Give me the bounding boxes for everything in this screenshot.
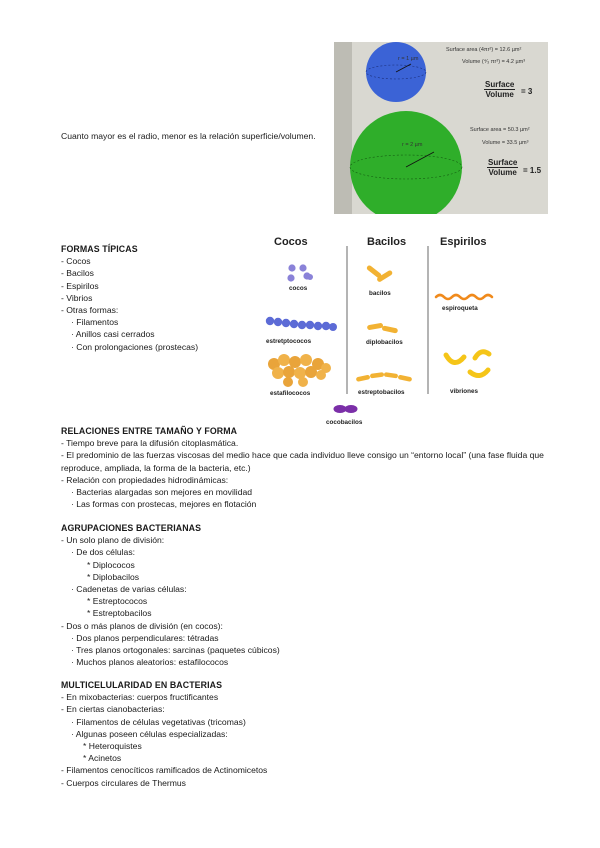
label-estreptococos: estretptococos [266, 338, 312, 345]
label-estreptobacilos: estreptobacilos [358, 389, 405, 396]
formas-line: · Anillos casi cerrados [71, 329, 155, 340]
small-ratio [484, 80, 515, 99]
espiroqueta-drawing [436, 295, 492, 299]
multicelularidad-line: - En mixobacterias: cuerpos fructificantes [61, 692, 219, 703]
bacteria-drawings [258, 234, 520, 430]
label-diplobacilos: diplobacilos [366, 339, 403, 346]
agrupaciones-line: · Tres planos ortogonales: sarcinas (paquetes cúbicos) [71, 645, 280, 656]
multicelularidad-section [61, 679, 267, 789]
formas-line: - Bacilos [61, 268, 94, 279]
formas-line: · Con prolongaciones (prostecas) [71, 341, 199, 352]
large-sphere-radius: r = 2 µm [402, 142, 423, 148]
label-bacilos: bacilos [369, 290, 391, 297]
small-ratio-top: Surface [485, 80, 515, 89]
large-ratio-value: = 1.5 [523, 166, 542, 175]
large-ratio [487, 158, 518, 177]
cocos-drawing [287, 264, 313, 281]
agrupaciones-line: * Diplococos [87, 559, 135, 570]
estreptococos-drawing [266, 317, 337, 331]
relaciones-title: RELACIONES ENTRE TAMAÑO Y FORMA [61, 426, 238, 436]
vibriones-drawing [446, 352, 489, 376]
col-header-bacilos: Bacilos [367, 236, 407, 248]
large-sphere-volume: Volume = 33.5 µm³ [482, 140, 529, 146]
agrupaciones-line: * Diplobacilos [87, 571, 140, 582]
agrupaciones-section [61, 522, 280, 668]
agrupaciones-line: · Cadenetas de varias células: [71, 584, 187, 595]
formas-line: - Otras formas: [61, 305, 119, 316]
relaciones-line: - Relación con propiedades hidrodinámicas: [61, 474, 229, 485]
multicelularidad-line: · Filamentos de células vegetativas (tricomas) [71, 716, 246, 727]
relaciones-line: - Tiempo breve para la difusión citoplasmática. [61, 438, 239, 449]
label-espiroqueta: espiroqueta [442, 305, 478, 312]
agrupaciones-line: · De dos células: [71, 547, 136, 558]
small-sphere-volume: Volume (⁴⁄₃ πr³) = 4.2 µm³ [462, 59, 526, 65]
large-ratio-bottom: Volume [488, 168, 517, 177]
agrupaciones-line: · Dos planos perpendiculares: tétradas [71, 632, 219, 643]
small-ratio-bottom: Volume [485, 90, 514, 99]
agrupaciones-line: · Muchos planos aleatorios: estafilococos [71, 657, 229, 668]
large-ratio-top: Surface [488, 158, 518, 167]
sphere-photo [334, 42, 548, 214]
relaciones-line: - El predominio de las fuerzas viscosas del medio hace que cada individuo lleve consigo un “entorno local” (una fase fluida que [61, 450, 544, 461]
small-sphere-radius: r = 1 µm [398, 56, 419, 62]
label-cocobacilos: cocobacilos [326, 419, 363, 426]
relaciones-line: · Las formas con prostecas, mejores en flotación [71, 499, 257, 510]
bacteria-shapes-diagram [258, 234, 520, 430]
bacilos-drawing [366, 264, 393, 282]
estafilococos-drawing [268, 354, 331, 387]
multicelularidad-line: - Cuerpos circulares de Thermus [61, 777, 186, 788]
label-vibriones: vibriones [450, 388, 478, 395]
col-header-espirilos: Espirilos [440, 236, 487, 248]
formas-line: · Filamentos [71, 317, 119, 328]
agrupaciones-line: * Estreptococos [87, 596, 148, 607]
multicelularidad-line: * Acinetos [83, 753, 122, 764]
relaciones-section [61, 425, 544, 510]
multicelularidad-line: - En ciertas cianobacterias: [61, 704, 165, 715]
multicelularidad-title: MULTICELULARIDAD EN BACTERIAS [61, 680, 223, 690]
small-sphere-area: Surface area (4πr²) = 12.6 µm² [446, 47, 522, 53]
cocobacilos-drawing [334, 405, 358, 413]
agrupaciones-line: - Dos o más planos de división (en cocos): [61, 620, 223, 631]
multicelularidad-line: - Filamentos cenocíticos ramificados de Actinomicetos [61, 765, 268, 776]
agrupaciones-line: - Un solo plano de división: [61, 535, 165, 546]
large-sphere [350, 111, 462, 214]
large-sphere-area: Surface area = 50.3 µm² [470, 127, 530, 133]
multicelularidad-line: * Heteroquistes [83, 741, 142, 752]
label-cocos: cocos [289, 285, 308, 292]
intro-statement: Cuanto mayor es el radio, menor es la relación superficie/volumen. [61, 131, 316, 141]
relaciones-line: reproduce, ampliada, la forma de la bacteria, etc.) [61, 462, 251, 473]
relaciones-line: · Bacterias alargadas son mejores en movilidad [71, 487, 253, 498]
estreptobacilos-drawing [356, 372, 413, 382]
small-ratio-value: = 3 [521, 87, 533, 96]
agrupaciones-line: * Estreptobacilos [87, 608, 152, 619]
multicelularidad-line: · Algunas poseen células especializadas: [71, 728, 228, 739]
agrupaciones-title: AGRUPACIONES BACTERIANAS [61, 523, 202, 533]
label-estafilococos: estafilococos [270, 390, 311, 397]
col-header-cocos: Cocos [274, 236, 308, 248]
formas-title: FORMAS TÍPICAS [61, 244, 138, 254]
formas-section [61, 243, 198, 353]
diplobacilos-drawing [367, 323, 398, 334]
formas-line: - Cocos [61, 256, 91, 267]
formas-line: - Vibrios [61, 292, 93, 303]
formas-line: - Espirilos [61, 280, 99, 291]
